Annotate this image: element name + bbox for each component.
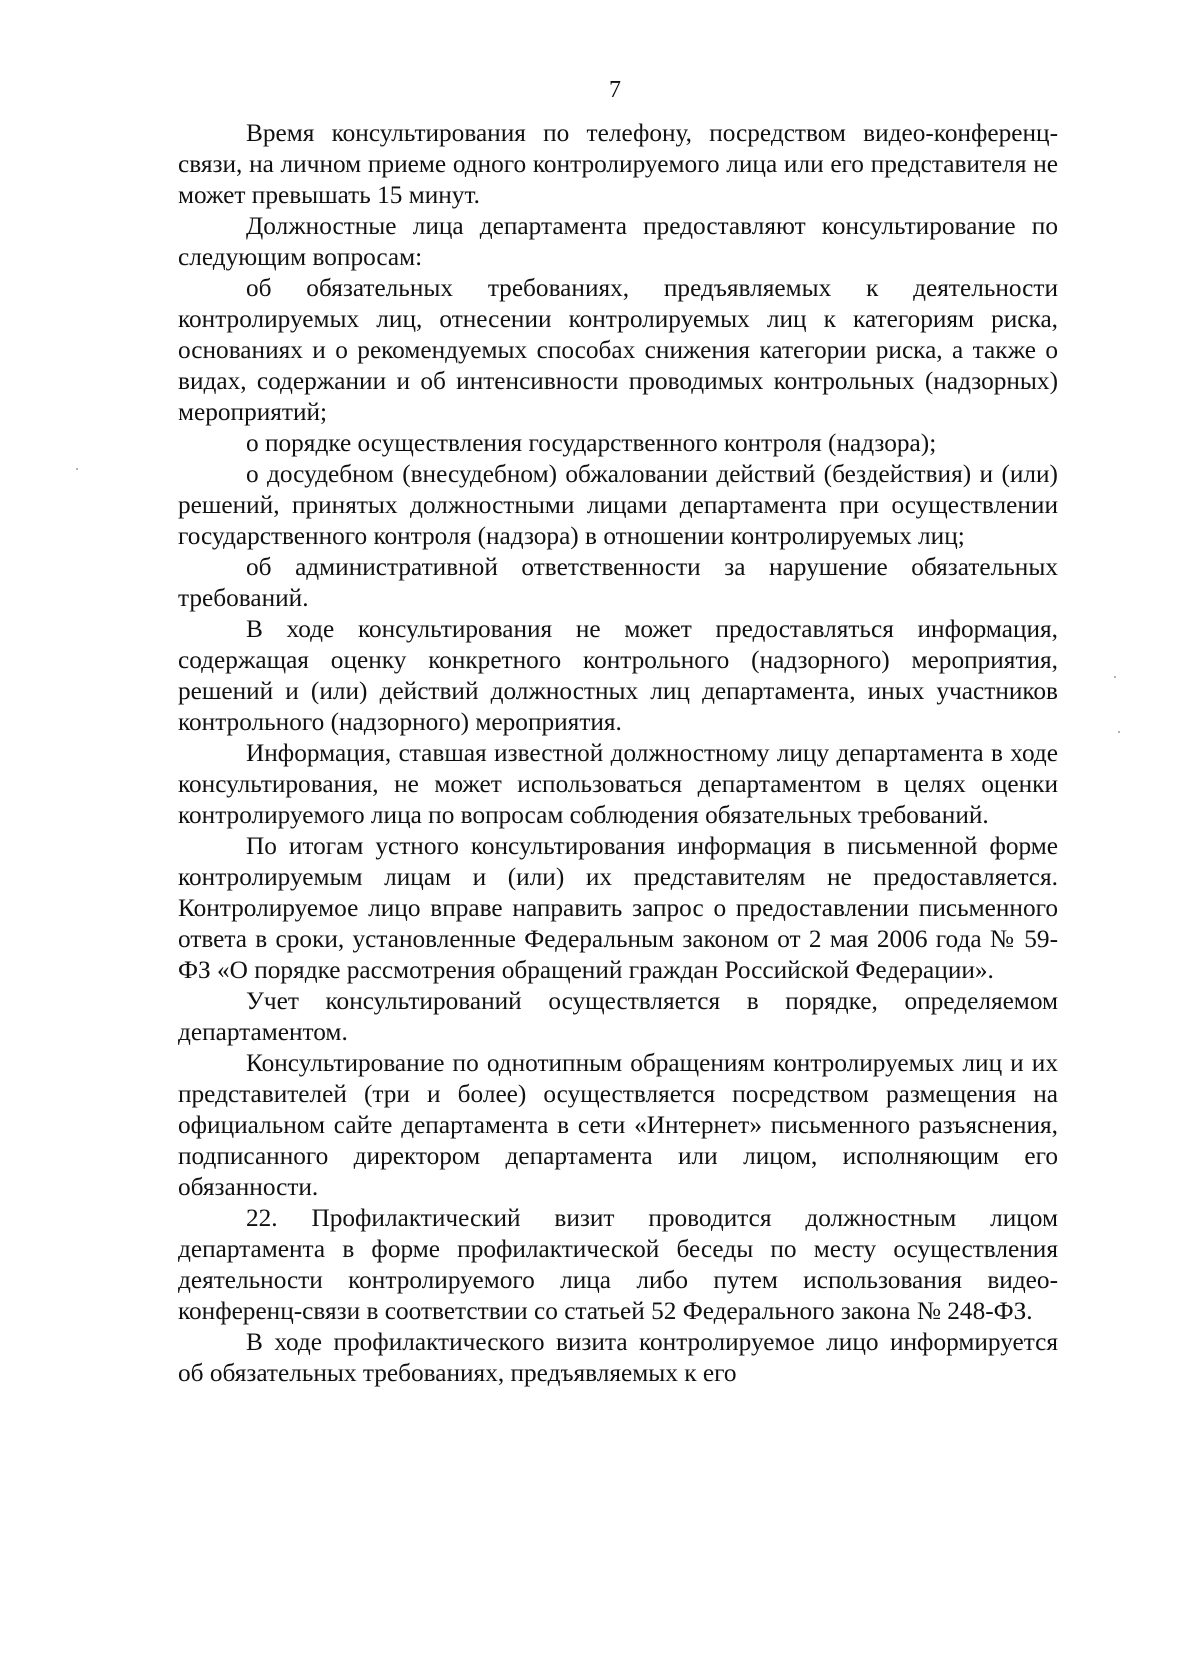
paragraph-topic-administrative-liability: об административной ответственности за нарушение обязательных требований. <box>178 553 1058 612</box>
paragraph-information-use: Информация, ставшая известной должностному лицу департамента в ходе консультирования, не может использоваться департаментом в целях оценки контролируемого лица по вопросам соблюдения обязательных требований. <box>178 739 1058 829</box>
scan-speck <box>1114 676 1116 678</box>
paragraph-topic-pretrial-appeal: о досудебном (внесудебном) обжаловании действий (бездействия) и (или) решений, принятых должностными лицами департамента при осуществлении государственного контроля (надзора) в отношении контролируемых лиц; <box>178 460 1058 550</box>
paragraph-oral-consultation-results: По итогам устного консультирования информация в письменной форме контролируемым лицам и (или) их представителям не предоставляется. Контролируемое лицо вправе направить запрос о предоставлении письменного ответа в сроки, установленные Федеральным законом от 2 мая 2006 года № 59-ФЗ «О порядке рассмотрения обращений граждан Российской Федерации». <box>178 832 1058 984</box>
paragraph-similar-requests: Консультирование по однотипным обращениям контролируемых лиц и их представителей (три и более) осуществляется посредством размещения на официальном сайте департамента в сети «Интернет» письменного разъяснения, подписанного директором департамента или лицом, исполняющим его обязанности. <box>178 1049 1058 1201</box>
paragraph-consultation-time: Время консультирования по телефону, посредством видео-конференц-связи, на личном приеме одного контролируемого лица или его представителя не может превышать 15 минут. <box>178 119 1058 209</box>
paragraph-topic-mandatory-requirements: об обязательных требованиях, предъявляемых к деятельности контролируемых лиц, отнесении контролируемых лиц к категориям риска, основаниях и о рекомендуемых способах снижения категории риска, а также о видах, содержании и об интенсивности проводимых контрольных (надзорных) мероприятий; <box>178 274 1058 426</box>
paragraph-consultation-restrictions: В ходе консультирования не может предоставляться информация, содержащая оценку конкретного контрольного (надзорного) мероприятия, решений и (или) действий должностных лиц департамента, иных участников контрольного (надзорного) мероприятия. <box>178 615 1058 736</box>
paragraph-topic-control-procedure: о порядке осуществления государственного контроля (надзора); <box>246 429 937 457</box>
scan-speck <box>1118 731 1120 733</box>
paragraph-preventive-visit: 22. Профилактический визит проводится должностным лицом департамента в форме профилактической беседы по месту осуществления деятельности контролируемого лица либо путем использования видео-конференц-связи в соответствии со статьей 52 Федерального закона № 248-ФЗ. <box>178 1204 1058 1325</box>
document-body <box>178 118 1058 1389</box>
paragraph-consultation-accounting: Учет консультирований осуществляется в порядке, определяемом департаментом. <box>178 987 1058 1046</box>
page-number: 7 <box>609 77 621 103</box>
paragraph-consultation-topics-intro: Должностные лица департамента предоставляют консультирование по следующим вопросам: <box>178 212 1058 271</box>
scan-speck <box>76 468 78 470</box>
paragraph-preventive-visit-info: В ходе профилактического визита контролируемое лицо информируется об обязательных требованиях, предъявляемых к его <box>178 1328 1058 1387</box>
